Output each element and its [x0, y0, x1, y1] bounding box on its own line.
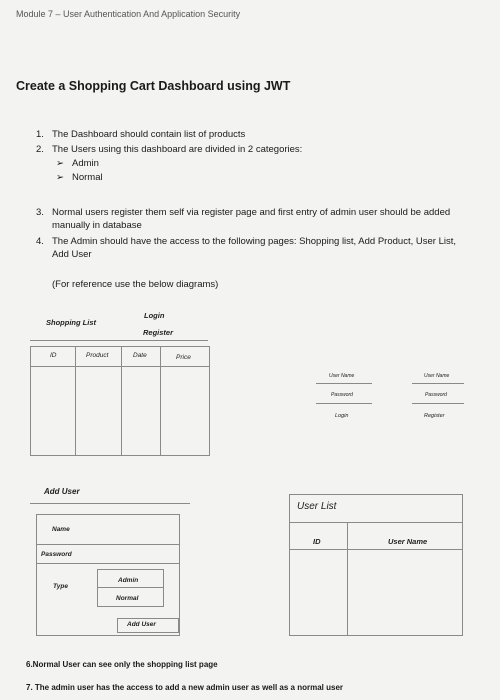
shopping-list-title: Shopping List: [46, 318, 96, 327]
sub-item-label: Normal: [72, 172, 103, 183]
column-header-product: Product: [86, 352, 109, 359]
divider: [30, 340, 208, 341]
reference-note: (For reference use the below diagrams): [52, 279, 219, 290]
password-label: Password: [331, 392, 353, 398]
add-user-button-label: Add User: [127, 621, 156, 628]
table-header-divider: [30, 366, 209, 367]
arrow-bullet-icon: ➢: [56, 172, 64, 183]
title-divider: [289, 522, 462, 523]
normal-option[interactable]: Normal: [116, 595, 139, 602]
column-header-id: ID: [313, 537, 321, 546]
admin-option[interactable]: Admin: [118, 577, 139, 584]
username-field[interactable]: [316, 383, 372, 384]
divider: [30, 503, 190, 504]
list-number: 4.: [36, 236, 44, 247]
list-text-line1: The Admin should have the access to the following pages: Shopping list, Add Product, User List,: [52, 236, 456, 247]
shopping-list-table: [30, 346, 210, 456]
login-button[interactable]: Login: [335, 413, 349, 419]
username-field[interactable]: [412, 383, 464, 384]
username-label: User Name: [329, 373, 355, 379]
list-text-line2: manually in database: [52, 220, 142, 231]
user-list-title: User List: [297, 501, 337, 512]
add-user-title: Add User: [44, 487, 80, 496]
table-col-divider: [160, 346, 161, 455]
table-col-divider: [75, 346, 76, 455]
register-button[interactable]: Register: [424, 413, 445, 419]
name-label: Name: [52, 526, 70, 533]
user-list-panel: [289, 494, 463, 636]
list-number: 2.: [36, 144, 44, 155]
table-col-divider: [121, 346, 122, 455]
form-row-divider: [36, 544, 179, 545]
sub-item-normal: [56, 172, 103, 183]
list-number: 1.: [36, 129, 44, 140]
column-header-price: Price: [176, 354, 191, 361]
list-text-line2: Add User: [52, 249, 92, 260]
list-number: 3.: [36, 207, 44, 218]
login-link[interactable]: Login: [144, 311, 165, 320]
note-6: 6.Normal User can see only the shopping list page: [26, 660, 218, 669]
sub-item-label: Admin: [72, 158, 99, 169]
password-label: Password: [425, 392, 447, 398]
form-row-divider: [36, 563, 179, 564]
password-field[interactable]: [316, 403, 372, 404]
list-text: The Dashboard should contain list of products: [52, 129, 246, 140]
type-options-divider: [97, 587, 163, 588]
column-header-date: Date: [133, 352, 147, 359]
arrow-bullet-icon: ➢: [56, 158, 64, 169]
type-label: Type: [53, 583, 68, 590]
sub-item-admin: [56, 158, 99, 169]
username-label: User Name: [424, 373, 450, 379]
page-title: Create a Shopping Cart Dashboard using JWT: [16, 79, 291, 93]
module-header: Module 7 – User Authentication And Application Security: [16, 9, 241, 19]
column-header-username: User Name: [388, 537, 428, 546]
note-7: 7. The admin user has the access to add a new admin user as well as a normal user: [26, 683, 344, 692]
password-label: Password: [41, 551, 72, 558]
column-header-id: ID: [50, 352, 57, 359]
list-text-line1: Normal users register them self via register page and first entry of admin user should be added: [52, 207, 451, 218]
table-header-divider: [289, 549, 462, 550]
password-field[interactable]: [412, 403, 464, 404]
register-link[interactable]: Register: [143, 328, 174, 337]
list-text: The Users using this dashboard are divided in 2 categories:: [52, 144, 303, 155]
table-col-divider: [347, 522, 348, 635]
